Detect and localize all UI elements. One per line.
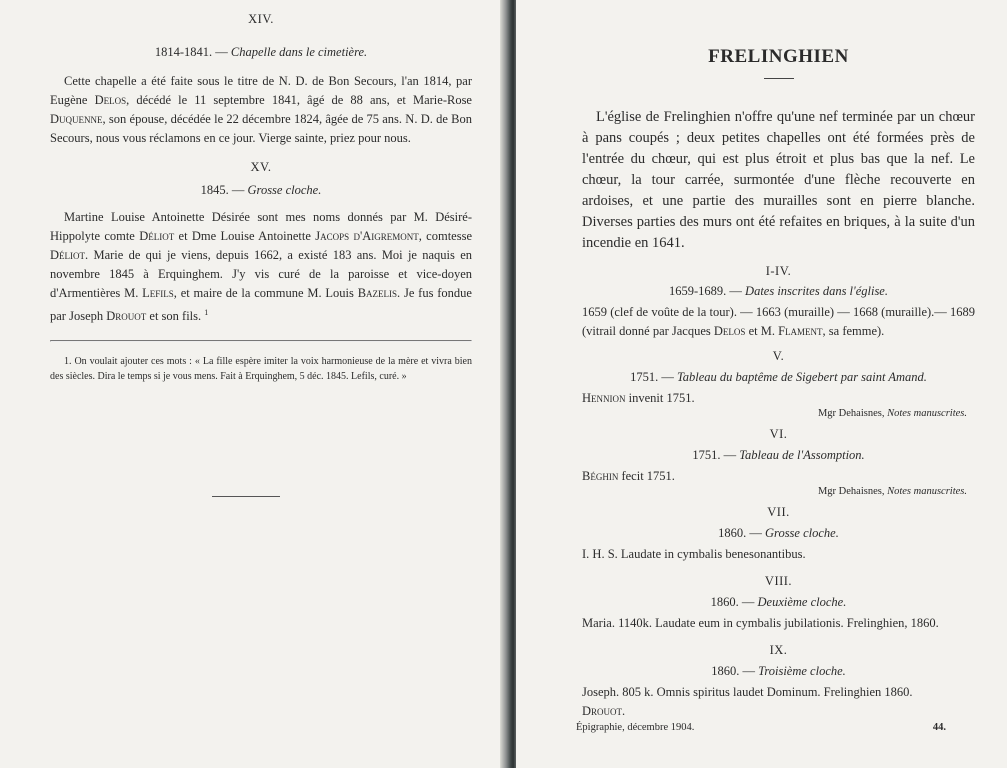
- section-text: [582, 389, 975, 408]
- proper-name: Drouot.: [582, 704, 626, 718]
- text-run: . Marie de qui je viens, depuis 1662, a existé 183 ans. Moi je naquis en novembre 1845 à Erquinghem. J'y vis curé de la paroisse et vice-doyen d'Armentières M.: [50, 248, 472, 300]
- section-number: IX.: [769, 643, 788, 657]
- section-number: V.: [772, 349, 785, 363]
- dash: —: [742, 664, 755, 678]
- sig-title: Notes manuscrites.: [887, 486, 967, 497]
- section-heading: [50, 183, 472, 198]
- section-number: XV.: [250, 160, 272, 174]
- proper-name: Déliot: [50, 248, 86, 262]
- intro-text: L'église de Frelinghien n'offre qu'une nef terminée par un chœur à pans coupés ; deux petites chapelles ont été formées près de l'entrée du chœur, qui est plus étroit et plus bas que la nef. Le chœur, la tour carrée, surmontée d'une flèche recouverte en ardoises, et une partie des murailles sont en pierre blanche. Diverses parties des murs ont été refaites en briques, à la suite d'un incendie en 1641.: [582, 109, 975, 251]
- section-title: Deuxième cloche.: [757, 595, 847, 609]
- proper-name: Bazelis: [357, 286, 398, 300]
- section-number: XIV.: [248, 12, 274, 26]
- text-run: , sa femme).: [822, 324, 885, 338]
- section-title: Tableau de l'Assomption.: [739, 448, 865, 462]
- section-date: 1814-1841.: [154, 45, 213, 59]
- section-date: 1845.: [200, 183, 229, 197]
- text-run: . Je fus fondue par Joseph: [50, 286, 472, 324]
- dash: —: [661, 370, 674, 384]
- text-run: Joseph. 805 k. Omnis spiritus laudet Dominum. Frelinghien 1860.: [582, 685, 913, 699]
- section-date: 1860.: [711, 664, 740, 678]
- dash: —: [215, 45, 228, 59]
- sig-title: Notes manuscrites.: [887, 408, 967, 419]
- section-title: Dates inscrites dans l'église.: [745, 284, 888, 298]
- proper-name: Delos: [713, 324, 746, 338]
- proper-name: Drouot: [106, 309, 147, 324]
- section-date: 1751.: [630, 370, 659, 384]
- section-date: 1860.: [710, 595, 739, 609]
- section-text: [50, 72, 472, 148]
- page-footer: [576, 722, 946, 733]
- section-title: Grosse cloche.: [247, 183, 322, 197]
- section-heading: [50, 45, 472, 60]
- text-run: , son épouse, décédée le 22 décembre 1824, âgée de 75 ans. N. D. de Bon Secours, nous vous réclamons en ce jour. Vierge sainte, priez pour nous.: [50, 112, 472, 145]
- section-heading: [582, 448, 975, 463]
- dash: —: [231, 183, 245, 197]
- footnote: 1. On voulait ajouter ces mots : « La fille espère imiter la voix harmonieuse de la mère et vivra bien des siècles. Dira le temps si je vous mens. Fait à Erquinghem, 5 déc. 1845. Lefils, curé. »: [50, 356, 472, 383]
- section-text: [582, 467, 975, 486]
- signature-line: [582, 408, 967, 419]
- section-date: 1860.: [718, 526, 747, 540]
- section-title: Grosse cloche.: [765, 526, 839, 540]
- section-text: [50, 208, 472, 326]
- dash: —: [741, 595, 755, 609]
- section-text: [582, 303, 975, 341]
- section-heading: [582, 284, 975, 299]
- footnote-marker: 1: [204, 308, 209, 317]
- proper-name: Hennion: [582, 391, 626, 405]
- text-run: , comtesse: [418, 229, 472, 243]
- text-run: invenit 1751.: [625, 391, 695, 405]
- section-date: 1659-1689.: [669, 284, 727, 298]
- section-date: 1751.: [692, 448, 721, 462]
- proper-name: Déliot: [139, 229, 175, 243]
- text-run: et M.: [745, 324, 779, 338]
- text-run: Cette chapelle a été faite sous le titre de N. D. de Bon Secours, l'an 1814, par Eugène: [50, 74, 472, 107]
- section-number: VII.: [767, 505, 790, 519]
- section-number: VIII.: [764, 574, 793, 588]
- sig-author: Mgr Dehaisnes,: [817, 486, 885, 497]
- section-text: [582, 683, 975, 721]
- text-run: Martine Louise Antoinette Désirée sont mes noms donnés par M. Désiré-Hippolyte comte: [50, 210, 472, 243]
- end-rule: [212, 496, 280, 497]
- section-heading: [582, 370, 975, 385]
- proper-name: Jacops d'Aigremont: [315, 229, 419, 243]
- section-number: I-IV.: [765, 264, 792, 278]
- section-number: VI.: [769, 427, 788, 441]
- section-title: Tableau du baptême de Sigebert par saint Amand.: [676, 370, 927, 384]
- text-run: , et maire de la commune M. Louis: [173, 286, 358, 300]
- proper-name: Béghin: [582, 469, 619, 483]
- right-page: [516, 0, 1007, 768]
- proper-name: Flament: [778, 324, 823, 338]
- signature-line: [582, 486, 967, 497]
- dash: —: [749, 526, 762, 540]
- dash: —: [723, 448, 737, 462]
- proper-name: Duquenne: [50, 112, 103, 126]
- text-run: et Dme Louise Antoinette: [174, 229, 316, 243]
- text-run: 1659 (clef de voûte de la tour). — 1663 (muraille) — 1668 (muraille).— 1689 (vitrail donné par Jacques: [582, 305, 975, 338]
- section-text: I. H. S. Laudate in cymbalis benesonantibus.: [582, 547, 806, 561]
- text-run: et son fils.: [146, 309, 205, 324]
- section-heading: [582, 595, 975, 610]
- dash: —: [729, 284, 742, 298]
- section-text: Maria. 1140k. Laudate eum in cymbalis jubilationis. Frelinghien, 1860.: [582, 616, 939, 630]
- section-heading: [582, 526, 975, 541]
- proper-name: Lefils: [142, 286, 174, 300]
- section-heading: [582, 664, 975, 679]
- text-run: fecit 1751.: [618, 469, 675, 483]
- page-number: 44.: [932, 722, 946, 733]
- proper-name: Delos: [94, 93, 127, 107]
- section-title: Chapelle dans le cimetière.: [230, 45, 368, 59]
- section-title: Troisième cloche.: [758, 664, 846, 678]
- page-title: FRELINGHIEN: [708, 46, 849, 67]
- text-run: , décédé le 11 septembre 1841, âgé de 88 ans, et Marie-Rose: [126, 93, 472, 107]
- sig-author: Mgr Dehaisnes,: [817, 408, 885, 419]
- footer-text: Épigraphie, décembre 1904.: [576, 722, 695, 733]
